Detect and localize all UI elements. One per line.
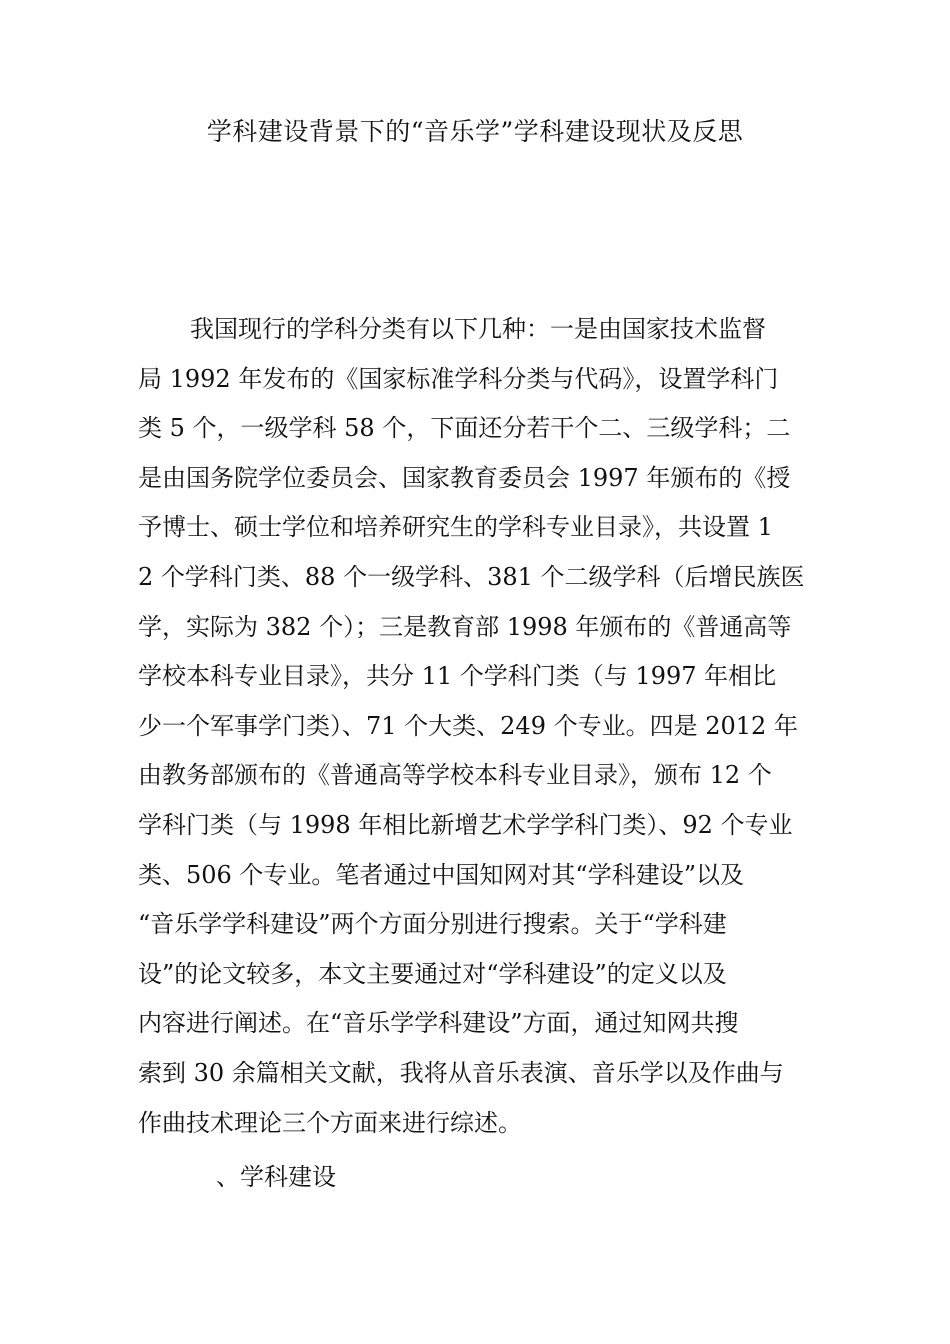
paragraph-line: 局 1992 年发布的《国家标准学科分类与代码》，设置学科门 (138, 364, 779, 393)
section-heading: 、学科建设 (216, 1163, 336, 1191)
paragraph-line: 少一个军事学门类）、71 个大类、249 个专业。四是 2012 年 (138, 711, 798, 740)
paragraph-line: 学，实际为 382 个）；三是教育部 1998 年颁布的《普通高等 (138, 612, 792, 641)
paragraph-line: 学科门类（与 1998 年相比新增艺术学学科门类）、92 个专业 (138, 810, 793, 839)
paragraph-line: 由教务部颁布的《普通高等学校本科专业目录》，颁布 12 个 (138, 761, 772, 790)
body-paragraph (138, 305, 828, 1148)
paragraph-line: 是由国务院学位委员会、国家教育委员会 1997 年颁布的《授 (138, 463, 791, 492)
paragraph-line: 作曲技术理论三个方面来进行综述。 (138, 1108, 522, 1137)
paragraph-line: 我国现行的学科分类有以下几种：一是由国家技术监督 (190, 315, 766, 343)
paragraph-line: 学校本科专业目录》，共分 11 个学科门类（与 1997 年相比 (138, 662, 777, 691)
paragraph-line: 予博士、硕士学位和培养研究生的学科专业目录》，共设置 1 (138, 513, 773, 542)
paragraph-line: 索到 30 余篇相关文献，我将从音乐表演、音乐学以及作曲与 (138, 1058, 784, 1087)
paragraph-line: 设”的论文较多，本文主要通过对“学科建设”的定义以及 (138, 959, 727, 988)
paragraph-line: 类 5 个，一级学科 58 个，下面还分若干个二、三级学科；二 (138, 414, 791, 443)
paragraph-line: “音乐学学科建设”两个方面分别进行搜索。关于“学科建 (138, 910, 727, 939)
paragraph-line: 类、506 个专业。笔者通过中国知网对其“学科建设”以及 (138, 860, 744, 889)
paragraph-line: 2 个学科门类、88 个一级学科、381 个二级学科（后增民族医 (138, 562, 805, 591)
document-title: 学科建设背景下的“音乐学”学科建设现状及反思 (206, 117, 744, 146)
paragraph-line: 内容进行阐述。在“音乐学学科建设”方面，通过知网共搜 (138, 1009, 739, 1038)
